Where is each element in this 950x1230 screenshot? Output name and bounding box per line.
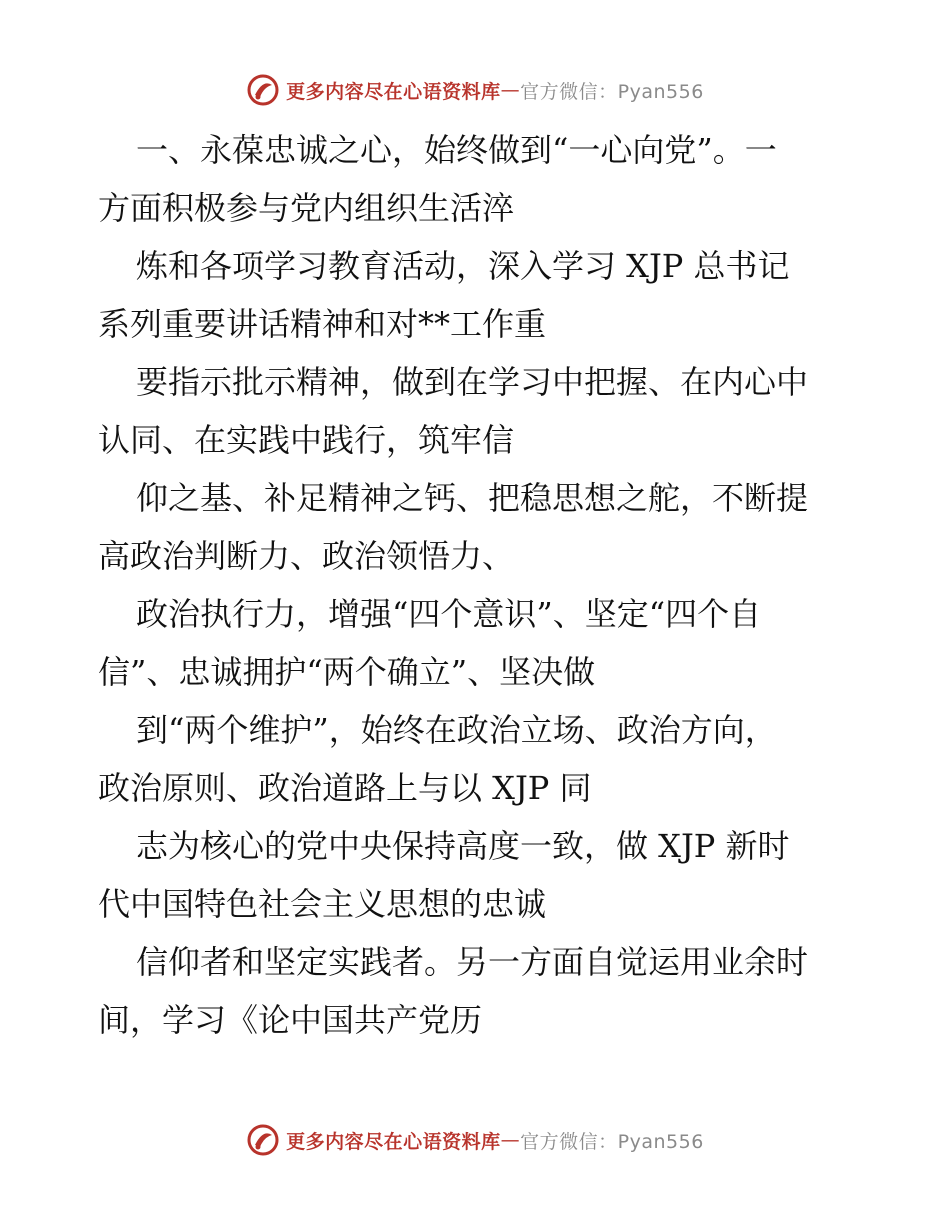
header-banner [0,70,950,110]
text-line: 间，学习《论中国共产党历 [98,1001,483,1039]
text-line: 方面积极参与党内组织生活淬 [98,189,515,227]
text-line: 要指示批示精神，做到在学习中把握、在内心中 [136,363,809,401]
text-line: 高政治判断力、政治领悟力、 [98,537,515,575]
banner-brand-text: 更多内容尽在心语资料库 [286,1130,501,1153]
text-line: 信仰者和坚定实践者。另一方面自觉运用业余时 [136,943,809,981]
text-line: 炼和各项学习教育活动，深入学习 XJP 总书记 [136,247,790,285]
text-line: 政治执行力，增强“四个意识”、坚定“四个自 [136,595,762,633]
text-line: 一、永葆忠诚之心，始终做到“一心向党”。一 [136,131,777,169]
footer-banner [0,1120,950,1160]
logo-icon [246,1123,280,1157]
text-line: 信”、忠诚拥护“两个确立”、坚决做 [98,653,596,691]
logo-icon [246,73,280,107]
text-line: 系列重要讲话精神和对**工作重 [98,305,547,343]
text-line: 仰之基、补足精神之钙、把稳思想之舵，不断提 [136,479,809,517]
banner-separator: — [500,79,521,101]
text-line: 认同、在实践中践行，筑牢信 [98,421,515,459]
banner-wechat-text: 官方微信：Pyan556 [520,1130,704,1153]
banner-separator: — [500,1129,521,1151]
text-line: 志为核心的党中央保持高度一致，做 XJP 新时 [136,827,790,865]
text-line: 代中国特色社会主义思想的忠诚 [98,885,547,923]
banner-wechat-text: 官方微信：Pyan556 [520,80,704,103]
text-line: 政治原则、政治道路上与以 XJP 同 [98,769,592,807]
banner-brand-text: 更多内容尽在心语资料库 [286,80,501,103]
text-line: 到“两个维护”，始终在政治立场、政治方向， [136,711,777,749]
